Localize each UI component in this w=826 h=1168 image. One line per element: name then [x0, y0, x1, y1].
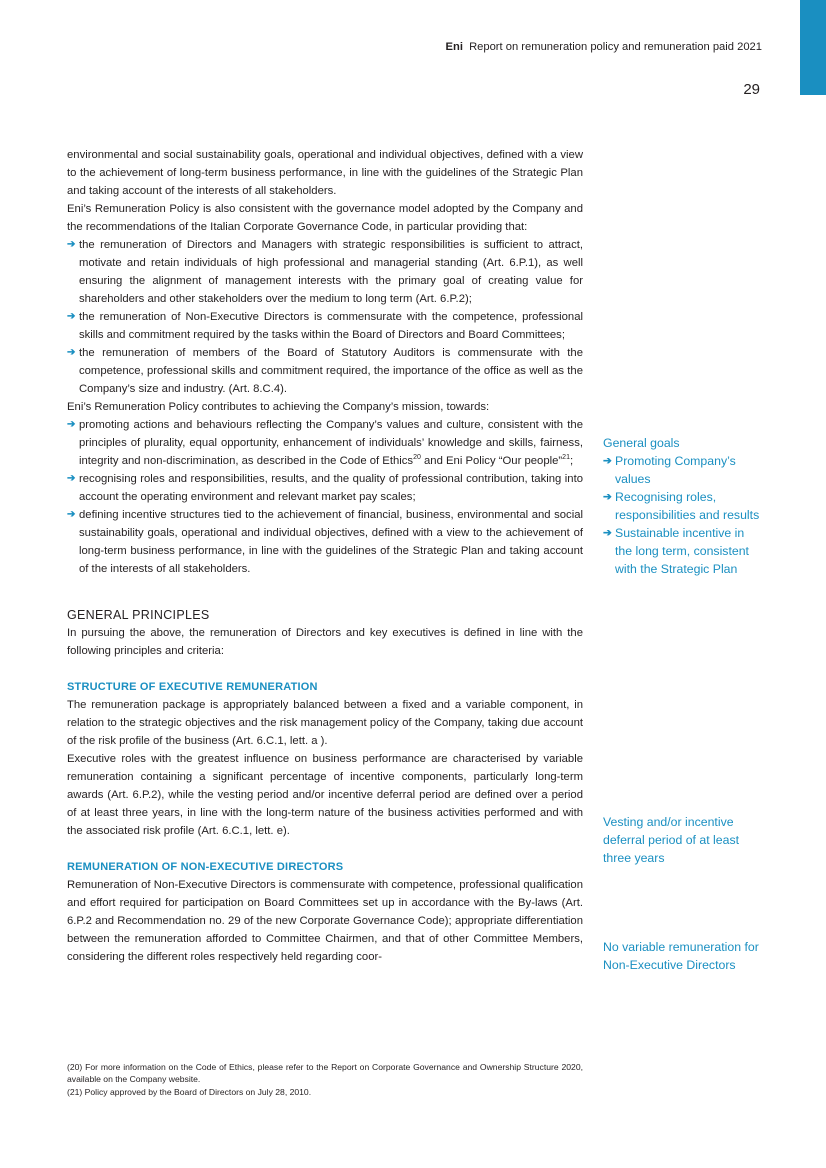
page-number: 29 [743, 81, 760, 98]
subheading-non-executive: REMUNERATION OF NON-EXECUTIVE DIRECTORS [67, 861, 344, 873]
page-header [446, 41, 762, 53]
footnote: (20) For more information on the Code of Ethics, please refer to the Report on Corporate Governance and Ownership Structure 2020, available on the Company website. [67, 1062, 583, 1084]
footnote-ref: 20 [413, 454, 421, 462]
list-item: ➔ promoting actions and behaviours reflecting the Company’s values and culture, consistent with the principles of plurality, equal opportunity, enhancement of individuals’ knowledge and skills, fairness, integrity and non-discrimination, as described in the Code of Ethics$^{20}$ and Eni Policy “Our people”$^{21}$; [67, 416, 583, 470]
list-item: ➔ defining incentive structures tied to the achievement of financial, business, environmental and social sustainability goals, operational and individual objectives, defined with a view to the achievement of long-term business performance, in line with the guidelines of the Strategic Plan and taking account of the interests of all stakeholders. [67, 506, 583, 578]
chapter-tab [800, 0, 826, 95]
footnotes [67, 1062, 583, 1101]
sidebar-no-variable-note: No variable remuneration for Non-Executive Directors [603, 940, 759, 972]
arrow-icon: ➔ [67, 311, 76, 322]
arrow-icon: ➔ [67, 347, 76, 358]
paragraph: Eni’s Remuneration Policy contributes to achieving the Company’s mission, towards: [67, 401, 490, 413]
arrow-icon: ➔ [67, 509, 76, 520]
section-heading-general-principles: GENERAL PRINCIPLES [67, 608, 210, 622]
subheading-structure: STRUCTURE OF EXECUTIVE REMUNERATION [67, 681, 318, 693]
paragraph: Executive roles with the greatest influence on business performance are characterised by variable remuneration containing a significant percentage of incentive components, particularly long-term awards (Art. 6.P.2), while the vesting period and/or incentive deferral period are defined over a period of at least three years, in line with the long-term nature of the business activities performed and with the associated risk profile (Art. 6.C.1, lett. e). [67, 753, 583, 837]
sidebar-item: ➔ Recognising roles, responsibilities and results [603, 490, 760, 522]
sidebar-title: General goals [603, 436, 680, 450]
paragraph: Remuneration of Non-Executive Directors is commensurate with competence, professional qualification and effort required for participation on Board Committees set up in accordance with the By-laws (Art. 6.P.2 and Recommendation no. 29 of the new Corporate Governance Code); appropriate differentiation between the remuneration afforded to Committee Chairmen, and that of other Committee Members, considering the different roles respectively held regarding coor- [67, 879, 583, 963]
list-item: ➔ the remuneration of Non-Executive Directors is commensurate with the competence, professional skills and commitment required by the tasks within the Board of Directors and Board Committees; [67, 308, 583, 344]
arrow-icon: ➔ [603, 455, 612, 467]
footnote: (21) Policy approved by the Board of Directors on July 28, 2010. [67, 1087, 312, 1097]
arrow-icon: ➔ [603, 491, 612, 503]
arrow-icon: ➔ [67, 239, 76, 250]
list-item: ➔ the remuneration of Directors and Managers with strategic responsibilities is sufficient to attract, motivate and retain individuals of high professional and managerial standing (Art. 6.P.1), as well ensuring the alignment of management interests with the primary goal of creating value for shareholders and other stakeholders over the medium to long term (Art. 6.P.2); [67, 236, 583, 308]
bullet-list [67, 416, 583, 578]
sidebar-general-goals [603, 434, 763, 578]
paragraph: In pursuing the above, the remuneration of Directors and key executives is defined in line with the following principles and criteria: [67, 627, 583, 657]
list-item: ➔ recognising roles and responsibilities, results, and the quality of professional contribution, taking into account the operating environment and relevant market pay scales; [67, 470, 583, 506]
arrow-icon: ➔ [603, 527, 612, 539]
company-name: Eni [445, 41, 463, 53]
arrow-icon: ➔ [67, 473, 76, 484]
paragraph: Eni’s Remuneration Policy is also consistent with the governance model adopted by the Company and the recommendations of the Italian Corporate Governance Code, in particular providing that: [67, 203, 583, 233]
bullet-list [67, 236, 583, 398]
paragraph: environmental and social sustainability goals, operational and individual objectives, defined with a view to the achievement of long-term business performance, in line with the guidelines of the Strategic Plan and taking account of the interests of all stakeholders. [67, 149, 583, 197]
sidebar-vesting-note: Vesting and/or incentive deferral period of at least three years [603, 815, 740, 865]
sidebar-item: ➔ Sustainable incentive in the long term, consistent with the Strategic Plan [603, 526, 749, 576]
list-item: ➔ the remuneration of members of the Board of Statutory Auditors is commensurate with the competence, professional skills and commitment required, the importance of the office as well as the Company’s size and industry. (Art. 8.C.4). [67, 344, 583, 398]
sidebar-item: ➔ Promoting Company’s values [603, 454, 736, 486]
report-title: Report on remuneration policy and remuneration paid 2021 [469, 41, 762, 53]
footnote-ref: 21 [562, 454, 570, 462]
sidebar-list [603, 452, 763, 578]
paragraph: The remuneration package is appropriately balanced between a fixed and a variable component, in relation to the strategic objectives and the risk management policy of the Company, taking due account of the risk profile of the business (Art. 6.C.1, lett. a ). [67, 699, 583, 747]
main-text-column [67, 146, 583, 966]
arrow-icon: ➔ [67, 419, 76, 430]
